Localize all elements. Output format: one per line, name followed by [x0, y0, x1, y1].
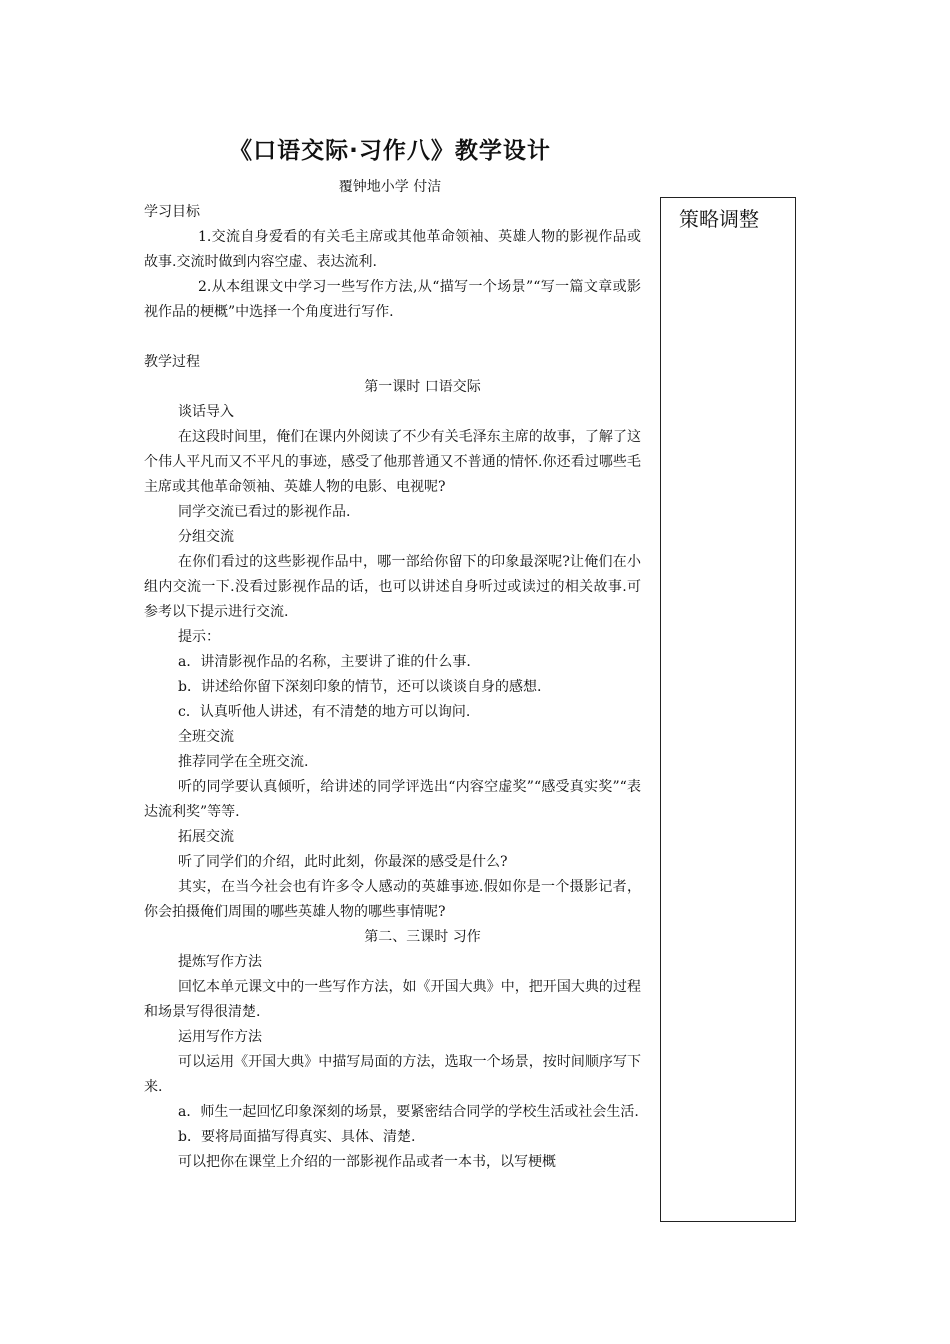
lesson-plan-body	[144, 200, 641, 1175]
extension-paragraph-1: 听了同学们的介绍，此时此刻，你最深的感受是什么?	[178, 854, 508, 870]
lesson-2-heading: 第二、三课时 习作	[364, 929, 481, 945]
strategy-adjustment-column	[660, 197, 796, 1222]
lesson-1-heading: 第一课时 口语交际	[364, 379, 481, 395]
hint-c: c．认真听他人讲述，有不清楚的地方可以询问.	[178, 704, 471, 720]
document-title: 《口语交际·习作八》教学设计	[229, 138, 551, 164]
strategy-adjustment-heading: 策略调整	[679, 207, 759, 231]
method-heading: 提炼写作方法	[178, 954, 262, 970]
hint-a: a．讲清影视作品的名称，主要讲了谁的什么事.	[178, 654, 471, 670]
apply-heading: 运用写作方法	[178, 1029, 262, 1045]
apply-a: a．师生一起回忆印象深刻的场景，要紧密结合同学的学校生活或社会生活.	[178, 1104, 639, 1120]
group-paragraph: 在你们看过的这些影视作品中，哪一部给你留下的印象最深呢?让俺们在小组内交流一下.没看过影视作品的话，也可以讲述自身听过或读过的相关故事.可参考以下提示进行交流.	[144, 554, 641, 620]
class-heading: 全班交流	[178, 729, 234, 745]
extension-heading: 拓展交流	[178, 829, 234, 845]
hint-heading: 提示：	[178, 629, 220, 645]
intro-paragraph: 在这段时间里，俺们在课内外阅读了不少有关毛泽东主席的故事，了解了这个伟人平凡而又不平凡的事迹，感受了他那普通又不普通的情怀.你还看过哪些毛主席或其他革命领袖、英雄人物的电影、电视呢?	[144, 429, 641, 495]
author-line: 覆钟地小学 付洁	[338, 179, 442, 195]
objectives-heading: 学习目标	[144, 204, 200, 220]
class-paragraph-1: 推荐同学在全班交流.	[178, 754, 309, 770]
apply-b: b．要将局面描写得真实、具体、清楚.	[178, 1129, 416, 1145]
method-paragraph: 回忆本单元课文中的一些写作方法，如《开国大典》中，把开国大典的过程和场景写得很清楚.	[144, 979, 641, 1020]
extension-paragraph-2: 其实，在当今社会也有许多令人感动的英雄事迹.假如你是一个摄影记者，你会拍摄俺们周围的哪些英雄人物的哪些事情呢?	[144, 879, 641, 920]
objective-item-2: 2.从本组课文中学习一些写作方法,从“描写一个场景”“写一篇文章或影视作品的梗概”中选择一个角度进行写作.	[144, 279, 641, 320]
apply-paragraph: 可以运用《开国大典》中描写局面的方法，选取一个场景，按时间顺序写下来.	[144, 1054, 641, 1095]
hint-b: b．讲述给你留下深刻印象的情节，还可以谈谈自身的感想.	[178, 679, 542, 695]
intro-heading: 谈话导入	[178, 404, 234, 420]
process-heading: 教学过程	[144, 354, 200, 370]
intro-paragraph-2: 同学交流已看过的影视作品.	[178, 504, 351, 520]
apply-last-paragraph: 可以把你在课堂上介绍的一部影视作品或者一本书，以写梗概	[178, 1154, 556, 1170]
group-heading: 分组交流	[178, 529, 234, 545]
class-paragraph-2: 听的同学要认真倾听，给讲述的同学评选出“内容空虚奖”“感受真实奖”“表达流利奖”等等.	[144, 779, 641, 820]
objective-item-1: 1.交流自身爱看的有关毛主席或其他革命领袖、英雄人物的影视作品或故事.交流时做到内容空虚、表达流利.	[144, 229, 641, 270]
